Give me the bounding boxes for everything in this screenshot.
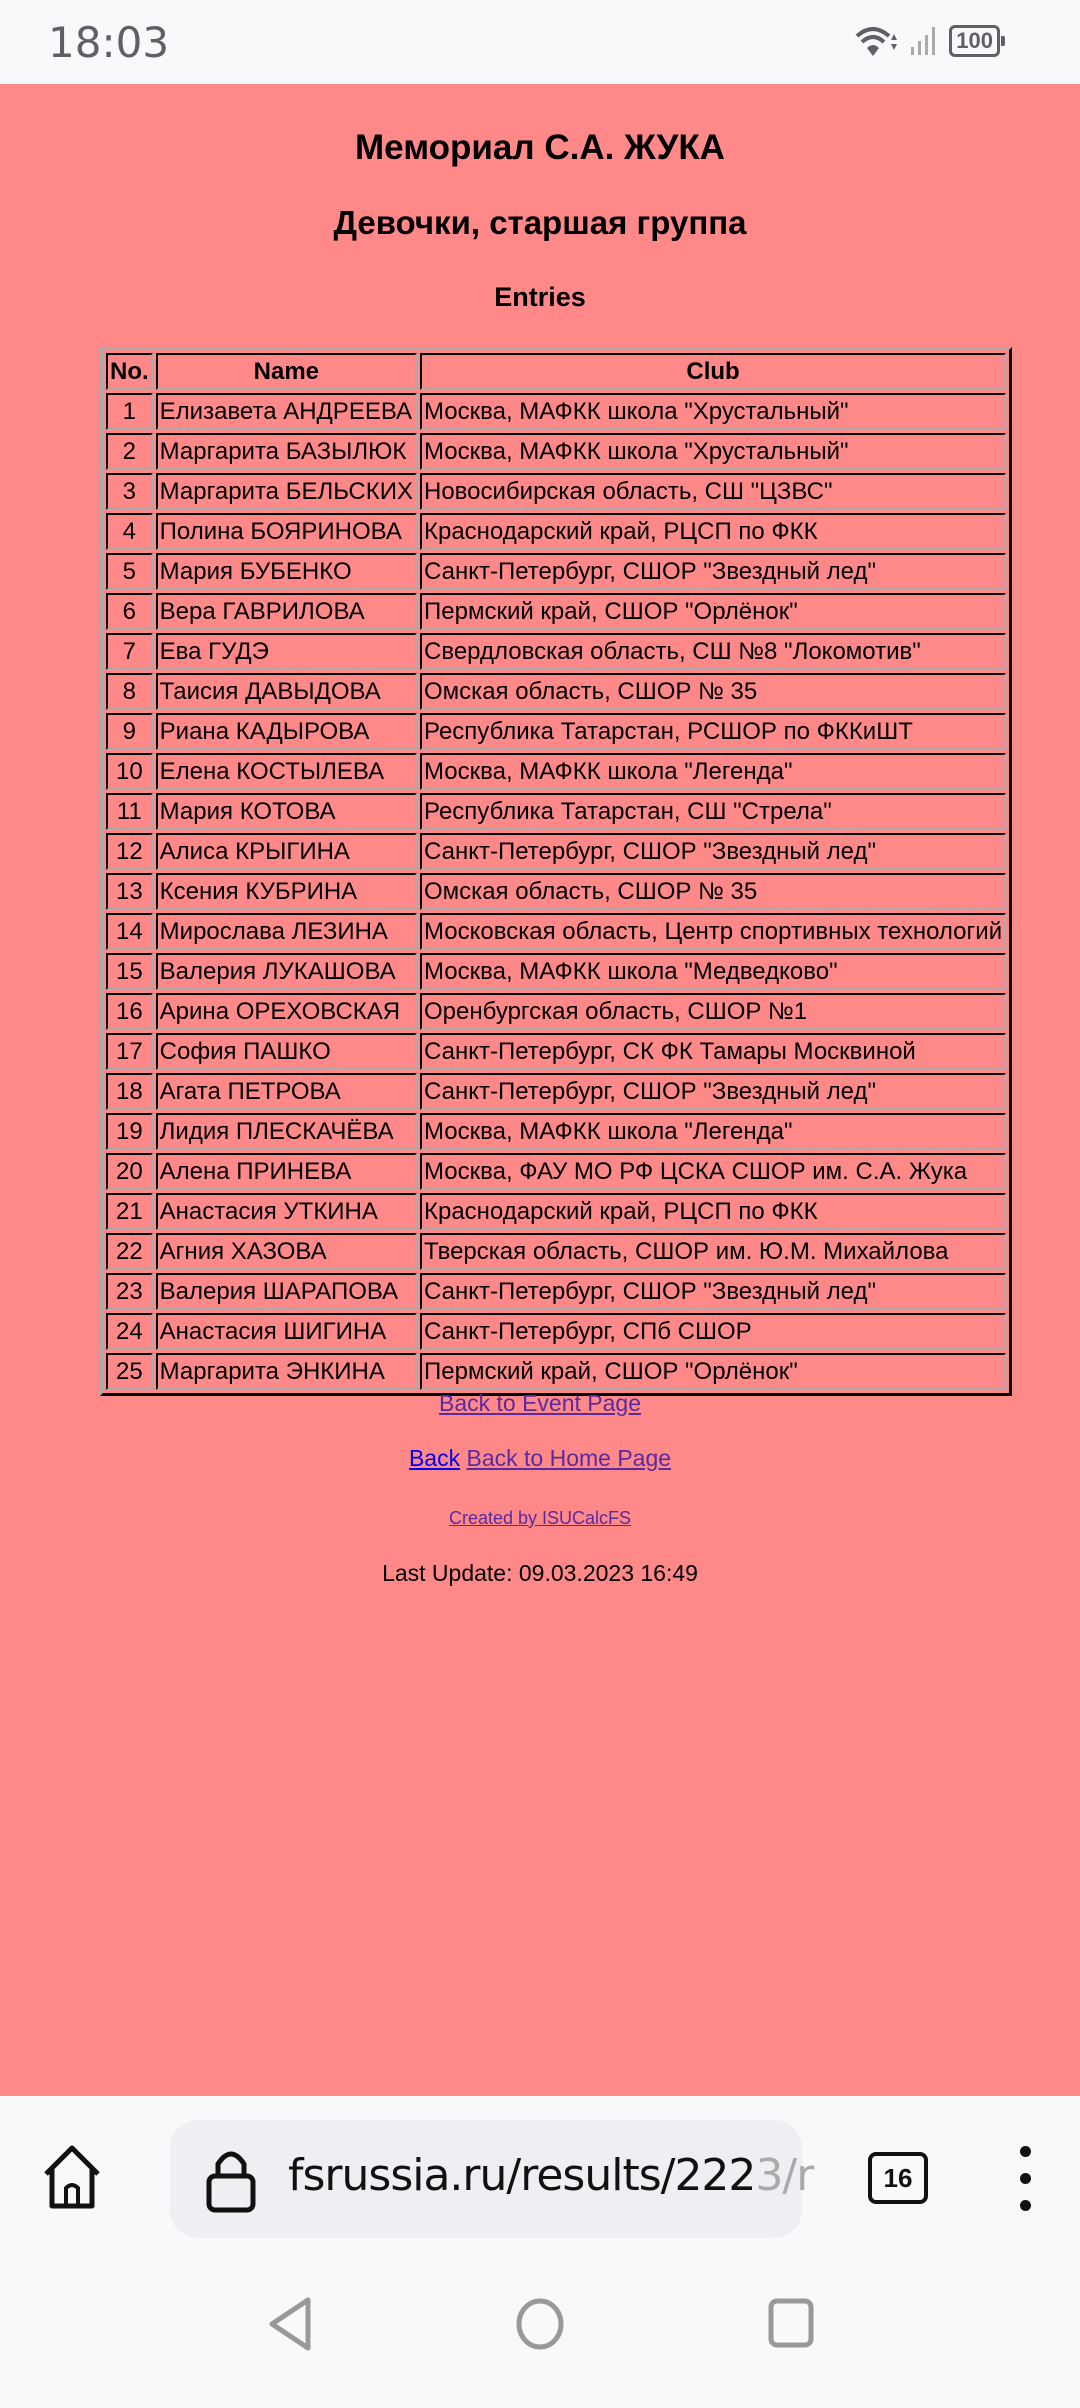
cell-name: Елизавета АНДРЕЕВА — [156, 393, 417, 430]
table-row — [106, 513, 1006, 550]
table-row — [106, 913, 1006, 950]
cell-no: 10 — [106, 753, 153, 790]
table-row — [106, 1313, 1006, 1350]
cell-name: Маргарита БЕЛЬСКИХ — [156, 473, 417, 510]
cell-no: 5 — [106, 553, 153, 590]
cell-no: 24 — [106, 1313, 153, 1350]
cell-name: Валерия ШАРАПОВА — [156, 1273, 417, 1310]
cell-club: Москва, МАФКК школа "Легенда" — [420, 1113, 1006, 1150]
table-row — [106, 1193, 1006, 1230]
cell-club: Тверская область, СШОР им. Ю.М. Михайлова — [420, 1233, 1006, 1270]
cell-club: Санкт-Петербург, СШОР "Звездный лед" — [420, 553, 1006, 590]
entries-table — [100, 347, 1012, 1396]
cell-club: Омская область, СШОР № 35 — [420, 873, 1006, 910]
table-header-row — [106, 353, 1006, 390]
table-row — [106, 713, 1006, 750]
cell-club: Республика Татарстан, СШ "Стрела" — [420, 793, 1006, 830]
cell-no: 6 — [106, 593, 153, 630]
table-row — [106, 1273, 1006, 1310]
cell-no: 9 — [106, 713, 153, 750]
back-to-event-page-link[interactable]: Back to Event Page — [438, 1390, 641, 1416]
cell-club: Москва, МАФКК школа "Хрустальный" — [420, 393, 1006, 430]
cell-name: Алиса КРЫГИНА — [156, 833, 417, 870]
cell-name: София ПАШКО — [156, 1033, 417, 1070]
cell-no: 4 — [106, 513, 153, 550]
lock-icon — [204, 2148, 258, 2214]
cell-club: Оренбургская область, СШОР №1 — [420, 993, 1006, 1030]
cell-name: Алена ПРИНЕВА — [156, 1153, 417, 1190]
cell-club: Санкт-Петербург, СШОР "Звездный лед" — [420, 1273, 1006, 1310]
home-icon[interactable] — [42, 2144, 102, 2210]
cell-no: 20 — [106, 1153, 153, 1190]
home-link-row — [0, 1445, 1080, 1472]
header-name: Name — [156, 353, 417, 390]
table-row — [106, 1113, 1006, 1150]
signal-icon — [909, 25, 939, 57]
cell-no: 23 — [106, 1273, 153, 1310]
cell-club: Санкт-Петербург, СШОР "Звездный лед" — [420, 833, 1006, 870]
cell-club: Пермский край, СШОР "Орлёнок" — [420, 593, 1006, 630]
address-bar[interactable] — [170, 2120, 814, 2238]
table-row — [106, 873, 1006, 910]
table-row — [106, 633, 1006, 670]
url-main: fsrussia.ru/results/222 — [288, 2150, 756, 2201]
cell-no: 15 — [106, 953, 153, 990]
section-title: Entries — [494, 282, 586, 312]
cell-club: Санкт-Петербург, СПб СШОР — [420, 1313, 1006, 1350]
cell-name: Таисия ДАВЫДОВА — [156, 673, 417, 710]
table-row — [106, 753, 1006, 790]
table-row — [106, 1073, 1006, 1110]
cell-name: Мария КОТОВА — [156, 793, 417, 830]
header-no: No. — [106, 353, 153, 390]
table-row — [106, 553, 1006, 590]
cell-club: Омская область, СШОР № 35 — [420, 673, 1006, 710]
cell-club: Свердловская область, СШ №8 "Локомотив" — [420, 633, 1006, 670]
cell-club: Московская область, Центр спортивных технологий — [420, 913, 1006, 950]
cell-club: Москва, МАФКК школа "Хрустальный" — [420, 433, 1006, 470]
cell-club: Краснодарский край, РЦСП по ФКК — [420, 513, 1006, 550]
cell-name: Ксения КУБРИНА — [156, 873, 417, 910]
cell-name: Валерия ЛУКАШОВА — [156, 953, 417, 990]
cell-no: 8 — [106, 673, 153, 710]
cell-no: 3 — [106, 473, 153, 510]
back-link[interactable]: Back — [408, 1445, 461, 1471]
cell-name: Маргарита БАЗЫЛЮК — [156, 433, 417, 470]
table-row — [106, 1233, 1006, 1270]
cell-no: 7 — [106, 633, 153, 670]
cell-club: Санкт-Петербург, СК ФК Тамары Москвиной — [420, 1033, 1006, 1070]
cell-name: Лидия ПЛЕСКАЧЁВА — [156, 1113, 417, 1150]
cell-name: Мирослава ЛЕЗИНА — [156, 913, 417, 950]
cell-name: Агния ХАЗОВА — [156, 1233, 417, 1270]
cell-no: 14 — [106, 913, 153, 950]
cell-no: 11 — [106, 793, 153, 830]
cell-no: 16 — [106, 993, 153, 1030]
cell-club: Новосибирская область, СШ "ЦЗВС" — [420, 473, 1006, 510]
table-row — [106, 433, 1006, 470]
cell-name: Елена КОСТЫЛЕВА — [156, 753, 417, 790]
cell-name: Маргарита ЭНКИНА — [156, 1353, 417, 1390]
cell-no: 25 — [106, 1353, 153, 1390]
table-row — [106, 1353, 1006, 1390]
page-subtitle: Девочки, старшая группа — [333, 204, 747, 241]
cell-name: Мария БУБЕНКО — [156, 553, 417, 590]
last-update: Last Update: 09.03.2023 16:49 — [382, 1560, 698, 1586]
cell-name: Агата ПЕТРОВА — [156, 1073, 417, 1110]
cell-no: 18 — [106, 1073, 153, 1110]
menu-icon[interactable] — [1020, 2146, 1032, 2227]
cell-name: Полина БОЯРИНОВА — [156, 513, 417, 550]
event-link-row — [0, 1390, 1080, 1417]
table-row — [106, 473, 1006, 510]
cell-name: Анастасия УТКИНА — [156, 1193, 417, 1230]
table-row — [106, 953, 1006, 990]
url-text — [288, 2150, 814, 2201]
clock: 18:03 — [48, 18, 170, 67]
cell-name: Риана КАДЫРОВА — [156, 713, 417, 750]
battery-icon: 100 — [949, 25, 1000, 57]
cell-no: 19 — [106, 1113, 153, 1150]
table-row — [106, 673, 1006, 710]
cell-no: 17 — [106, 1033, 153, 1070]
wifi-icon — [853, 24, 899, 58]
cell-club: Москва, МАФКК школа "Легенда" — [420, 753, 1006, 790]
created-by-link[interactable]: Created by ISUCalcFS — [448, 1508, 632, 1528]
back-to-home-page-link[interactable]: Back to Home Page — [466, 1445, 672, 1471]
cell-no: 2 — [106, 433, 153, 470]
web-page — [0, 84, 1080, 2096]
cell-no: 21 — [106, 1193, 153, 1230]
header-club: Club — [420, 353, 1006, 390]
page-title: Мемориал С.А. ЖУКА — [355, 128, 725, 167]
cell-no: 1 — [106, 393, 153, 430]
table-row — [106, 993, 1006, 1030]
cell-club: Республика Татарстан, РСШОР по ФККиШТ — [420, 713, 1006, 750]
browser-toolbar — [0, 2096, 1080, 2408]
status-bar — [0, 0, 1080, 84]
table-row — [106, 393, 1006, 430]
table-row — [106, 1153, 1006, 1190]
table-row — [106, 833, 1006, 870]
back-nav-icon[interactable] — [266, 2296, 316, 2352]
cell-name: Арина ОРЕХОВСКАЯ — [156, 993, 417, 1030]
home-nav-icon[interactable] — [514, 2296, 566, 2352]
url-fade: 3/r — [755, 2150, 814, 2201]
table-row — [106, 1033, 1006, 1070]
cell-name: Анастасия ШИГИНА — [156, 1313, 417, 1350]
credits-row — [0, 1508, 1080, 1529]
cell-no: 13 — [106, 873, 153, 910]
cell-club: Санкт-Петербург, СШОР "Звездный лед" — [420, 1073, 1006, 1110]
cell-name: Ева ГУДЭ — [156, 633, 417, 670]
cell-no: 12 — [106, 833, 153, 870]
cell-no: 22 — [106, 1233, 153, 1270]
recents-nav-icon[interactable] — [766, 2296, 816, 2352]
cell-name: Вера ГАВРИЛОВА — [156, 593, 417, 630]
table-row — [106, 593, 1006, 630]
tab-count-button[interactable]: 16 — [868, 2152, 928, 2204]
cell-club: Москва, ФАУ МО РФ ЦСКА СШОР им. С.А. Жука — [420, 1153, 1006, 1190]
table-row — [106, 793, 1006, 830]
cell-club: Краснодарский край, РЦСП по ФКК — [420, 1193, 1006, 1230]
cell-club: Пермский край, СШОР "Орлёнок" — [420, 1353, 1006, 1390]
cell-club: Москва, МАФКК школа "Медведково" — [420, 953, 1006, 990]
